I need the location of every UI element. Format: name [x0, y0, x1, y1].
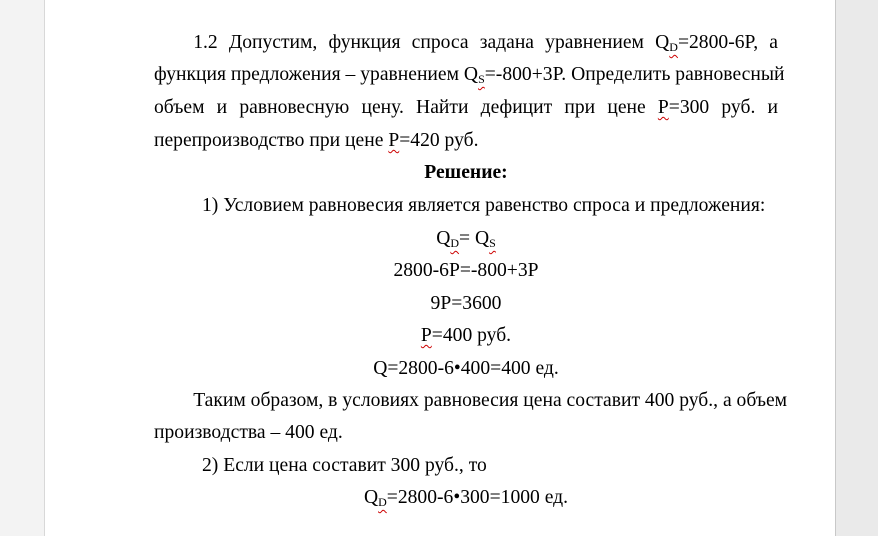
equation-text: =400 руб. — [431, 325, 512, 346]
problem-text: функция предложения – уравнением Q — [154, 64, 479, 85]
problem-line-3 — [154, 96, 778, 120]
price-symbol: Р — [420, 325, 432, 346]
conclusion-line-1 — [154, 389, 788, 413]
subscript-s: S — [478, 72, 485, 86]
solution-heading: Решение: — [424, 162, 508, 183]
conclusion-text: Таким образом, в условиях равновесия цена составит 400 руб., а объем — [193, 390, 788, 411]
problem-text: объем и равновесную цену. Найти дефицит при цене — [154, 97, 658, 118]
step-2-text: 2) Если цена составит 300 руб., то — [202, 455, 487, 476]
problem-text: =-800+3P. Определить равновесный — [484, 64, 785, 85]
step-1-text: 1) Условием равновесия является равенство спроса и предложения: — [202, 195, 766, 216]
equation-text: Q — [363, 487, 379, 508]
conclusion-line-2: производства – 400 ед. — [154, 422, 343, 443]
problem-text: перепроизводство при цене — [154, 130, 389, 151]
price-symbol: Р — [657, 97, 669, 118]
left-margin-area — [0, 0, 44, 536]
equation-text: Q — [436, 228, 451, 249]
problem-text: =420 руб. — [399, 130, 479, 151]
problem-line-1 — [154, 31, 778, 55]
problem-text: =300 руб. и — [668, 97, 778, 118]
equation-5: Q=2800-6•400=400 ед. — [373, 358, 559, 379]
equation-4 — [154, 324, 778, 348]
problem-text: =2800-6P, а — [677, 32, 778, 53]
subscript-d: D — [450, 236, 460, 250]
subscript-d: D — [669, 40, 678, 54]
subscript-d: D — [378, 495, 387, 509]
equilibrium-condition — [154, 227, 778, 251]
equation-3: 9P=3600 — [430, 293, 502, 314]
subscript-s: S — [489, 236, 496, 250]
problem-line-2 — [154, 63, 785, 87]
problem-text: 1.2 Допустим, функция спроса задана уравнением Q — [193, 32, 670, 53]
equation-text: = Q — [459, 228, 490, 249]
price-symbol: Р — [388, 130, 400, 151]
equation-6 — [154, 486, 778, 510]
right-margin-area — [836, 0, 878, 536]
equation-2: 2800-6P=-800+3P — [393, 260, 539, 281]
problem-line-4 — [154, 129, 479, 153]
equation-text: =2800-6•300=1000 ед. — [386, 487, 569, 508]
